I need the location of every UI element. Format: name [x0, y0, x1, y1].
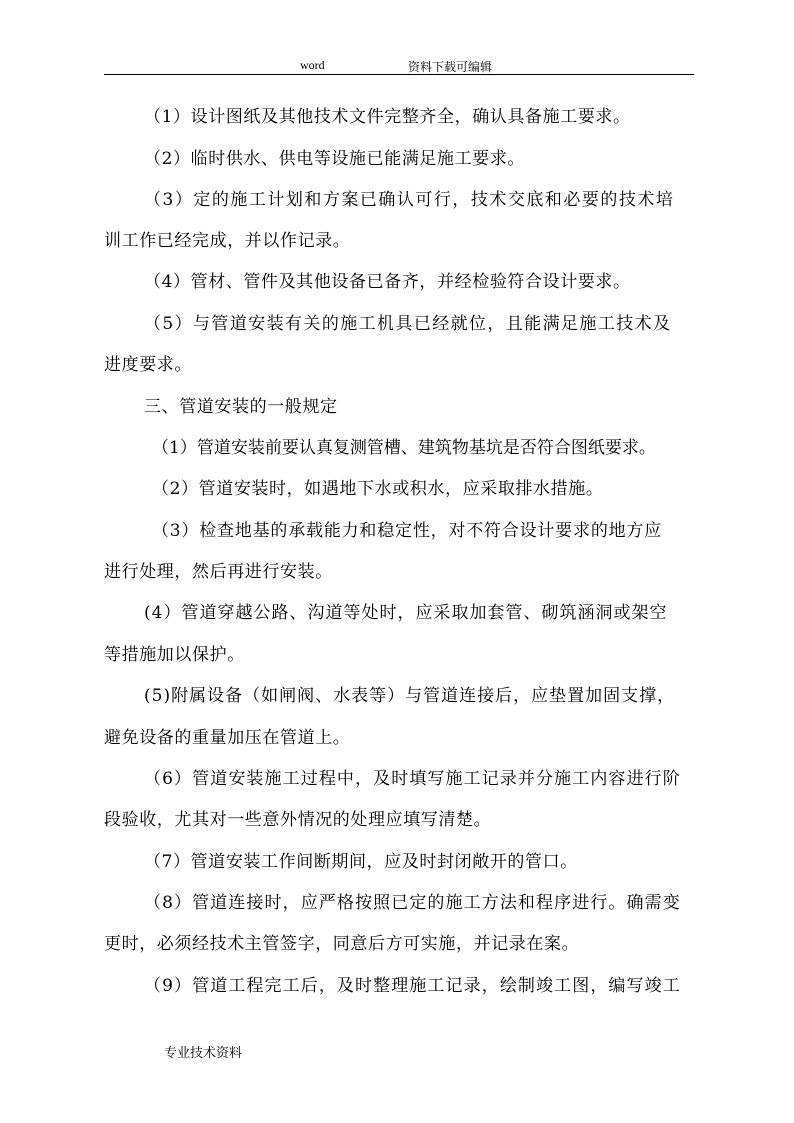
page-footer: 专业技术资料	[164, 1046, 243, 1061]
body-line-2: （2）临时供水、供电等设施已能满足施工要求。	[144, 149, 526, 169]
body-line-20: （8）管道连接时，应严格按照已定的施工方法和程序进行。确需变	[144, 893, 681, 913]
body-line-16: 避免设备的重量加压在管道上。	[104, 728, 351, 748]
header-left-text: word	[300, 58, 325, 72]
body-line-9: （1）管道安装前要认真复测管槽、建筑物基坑是否符合图纸要求。	[152, 438, 656, 458]
header-right-text: 资料下载可编辑	[408, 60, 493, 74]
body-line-1: （1）设计图纸及其他技术文件完整齐全，确认具备施工要求。	[144, 107, 631, 127]
body-line-3: （3）定的施工计划和方案已确认可行，技术交底和必要的技术培	[144, 190, 675, 210]
body-line-4: 训工作已经完成，并以作记录。	[104, 231, 351, 251]
body-line-11: （3）检查地基的承载能力和稳定性，对不符合设计要求的地方应	[152, 521, 663, 541]
body-line-12: 进行处理，然后再进行安装。	[104, 562, 333, 582]
body-line-19: （7）管道安装工作间断期间，应及时封闭敞开的管口。	[144, 852, 578, 872]
body-line-10: （2）管道安装时，如遇地下水或积水，应采取排水措施。	[152, 479, 604, 499]
body-line-17: （6）管道安装施工过程中，及时填写施工记录并分施工内容进行阶	[144, 769, 681, 789]
body-line-22: （9）管道工程完工后，及时整理施工记录，绘制竣工图，编写竣工	[144, 976, 681, 996]
body-line-14: 等措施加以保护。	[104, 645, 245, 665]
body-line-5: （4）管材、管件及其他设备已备齐，并经检验符合设计要求。	[144, 272, 631, 292]
body-line-15: (5)附属设备（如闸阀、水表等）与管道连接后，应垫置加固支撑，	[144, 686, 676, 706]
body-line-6: （5）与管道安装有关的施工机具已经就位，且能满足施工技术及	[144, 314, 672, 334]
page-header	[104, 56, 694, 75]
section-heading: 三、管道安装的一般规定	[144, 397, 338, 417]
body-line-13: (4）管道穿越公路、沟道等处时，应采取加套管、砌筑涵洞或架空	[144, 603, 668, 623]
body-line-7: 进度要求。	[104, 355, 192, 375]
body-line-18: 段验收，尤其对一些意外情况的处理应填写清楚。	[104, 810, 492, 830]
body-line-21: 更时，必须经技术主管签字，同意后方可实施，并记录在案。	[104, 934, 580, 954]
